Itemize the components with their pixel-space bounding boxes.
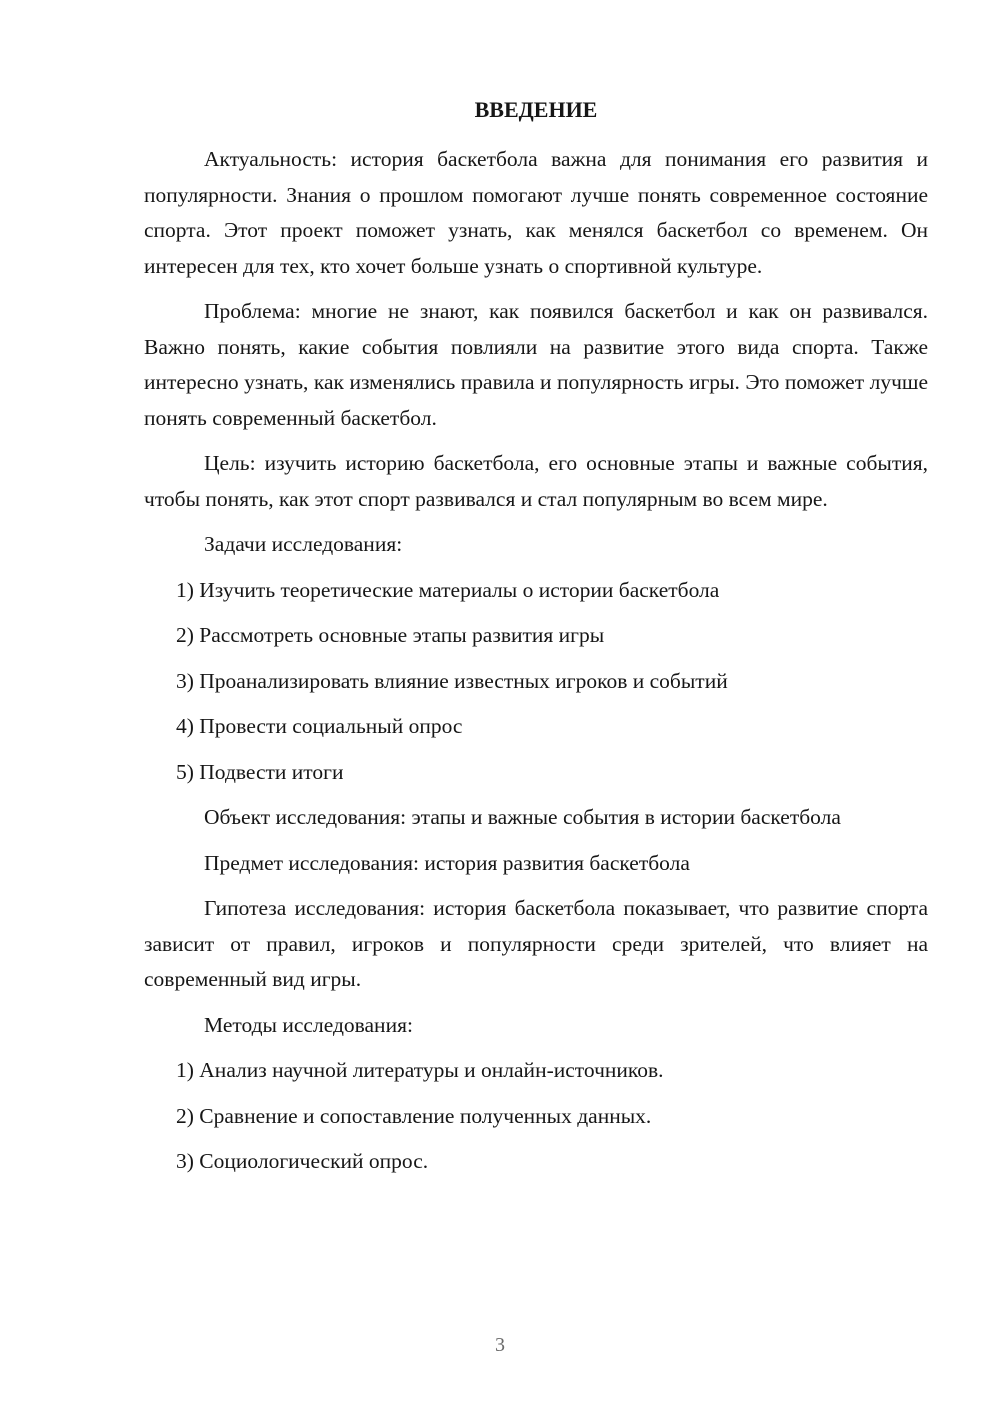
methods-heading: Методы исследования: [204, 1012, 413, 1037]
list-item: 5) Подвести итоги [176, 759, 344, 784]
list-item: 1) Изучить теоретические материалы о истории баскетбола [176, 577, 720, 602]
section-heading: ВВЕДЕНИЕ [474, 97, 598, 122]
list-item: 4) Провести социальный опрос [176, 714, 463, 738]
list-item: 2) Сравнение и сопоставление полученных данных. [176, 1103, 652, 1128]
tasks-list [144, 573, 928, 791]
problem-paragraph: Проблема: многие не знают, как появился баскетбол и как он развивался. Важно понять, какие события повлияли на развитие этого вида спорта. Также интересно узнать, как изменялись правила и популярность игры. Это поможет лучше понять современный баскетбол. [144, 299, 928, 430]
list-item: 1) Анализ научной литературы и онлайн-источников. [176, 1058, 664, 1082]
tasks-heading: Задачи исследования: [204, 532, 403, 556]
list-item: 3) Проанализировать влияние известных игроков и событий [176, 668, 728, 693]
list-item: 2) Рассмотреть основные этапы развития игры [176, 623, 605, 647]
list-item: 3) Социологический опрос. [176, 1149, 429, 1173]
page-number: 3 [495, 1334, 505, 1356]
document-page [144, 92, 928, 1180]
object-paragraph: Объект исследования: этапы и важные события в истории баскетбола [204, 805, 841, 829]
goal-paragraph: Цель: изучить историю баскетбола, его основные этапы и важные события, чтобы понять, как этот спорт развивался и стал популярным во всем мире. [144, 451, 928, 511]
subject-paragraph: Предмет исследования: история развития баскетбола [204, 850, 690, 875]
hypothesis-paragraph: Гипотеза исследования: история баскетбола показывает, что развитие спорта зависит от правил, игроков и популярности среди зрителей, что влияет на современный вид игры. [144, 896, 928, 991]
relevance-paragraph: Актуальность: история баскетбола важна для понимания его развития и популярности. Знания о прошлом помогают лучше понять современное состояние спорта. Этот проект поможет узнать, как менялся баскетбол со временем. Он интересен для тех, кто хочет больше узнать о спортивной культуре. [144, 147, 928, 278]
methods-list [144, 1053, 928, 1180]
